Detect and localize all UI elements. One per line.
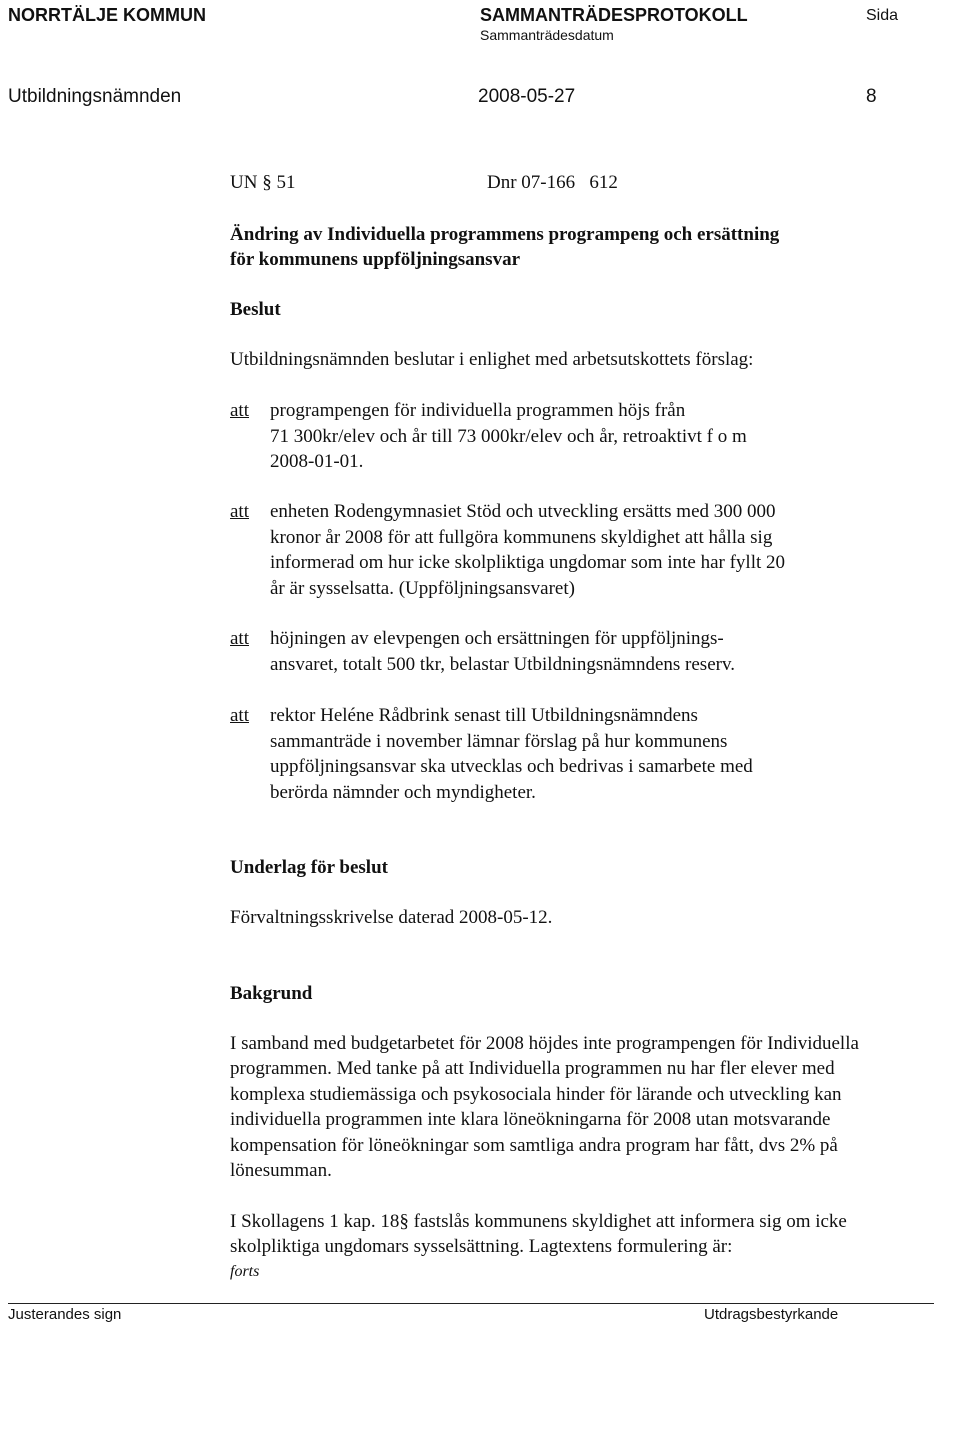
extract-certification-label: Utdragsbestyrkande	[704, 1306, 839, 1323]
meeting-date-label: Sammanträdesdatum	[480, 27, 614, 43]
text-line: höjningen av elevpengen och ersättningen för uppföljnings-	[270, 628, 724, 649]
att-keyword: att	[230, 628, 249, 649]
text-line: ansvaret, totalt 500 tkr, belastar Utbildningsnämndens reserv.	[270, 653, 735, 675]
case-dnr: Dnr 07-166 612	[487, 172, 618, 193]
text-line: uppföljningsansvar ska utvecklas och bedrivas i samarbete med	[270, 756, 753, 777]
background-p1-line: lönesumman.	[230, 1160, 332, 1181]
org-name: NORRTÄLJE KOMMUN	[8, 5, 206, 25]
text-line: kronor år 2008 för att fullgöra kommunens skyldighet att hålla sig	[270, 526, 773, 548]
decision-heading: Beslut	[230, 299, 281, 320]
signature-label: Justerandes sign	[8, 1306, 122, 1323]
meeting-date: 2008-05-27	[478, 86, 576, 107]
page-number: 8	[866, 86, 877, 107]
case-id: UN § 51	[230, 172, 296, 193]
background-p1-line: I samband med budgetarbetet för 2008 höjdes inte programpengen för Individuella	[230, 1033, 859, 1054]
decision-intro: Utbildningsnämnden beslutar i enlighet med arbetsutskottets förslag:	[230, 349, 754, 370]
decision-item-text	[270, 626, 735, 677]
case-title-line-2: för kommunens uppföljningsansvar	[230, 249, 521, 270]
committee-name: Utbildningsnämnden	[8, 86, 182, 107]
text-line: 2008-01-01.	[270, 451, 364, 472]
background-p1-line: kompensation för löneökningar som samtliga andra program har fått, dvs 2% på	[230, 1135, 838, 1156]
text-line: rektor Heléne Rådbrink senast till Utbildningsnämndens	[270, 705, 698, 726]
att-keyword: att	[230, 705, 249, 726]
background-heading: Bakgrund	[230, 983, 313, 1004]
background-p1-line: individuella programmen inte klara löneökningarna för 2008 utan motsvarande	[230, 1109, 831, 1130]
basis-heading: Underlag för beslut	[230, 857, 388, 878]
decision-item-text	[270, 398, 747, 475]
footer-divider	[8, 1303, 934, 1304]
decision-item-text	[270, 703, 753, 805]
basis-text: Förvaltningsskrivelse daterad 2008-05-12.	[230, 907, 553, 928]
att-keyword: att	[230, 501, 249, 522]
case-title-line-1: Ändring av Individuella programmens programpeng och ersättning	[230, 224, 780, 245]
text-line: enheten Rodengymnasiet Stöd och utveckling ersätts med 300 000	[270, 501, 776, 522]
text-line: år är sysselsatta. (Uppföljningsansvaret)	[270, 577, 575, 599]
background-p2-line: I Skollagens 1 kap. 18§ fastslås kommunens skyldighet att informera sig om icke	[230, 1211, 847, 1232]
page-label: Sida	[866, 7, 899, 24]
text-line: 71 300kr/elev och år till 73 000kr/elev och år, retroaktivt f o m	[270, 425, 747, 447]
text-line: sammanträde i november lämnar förslag på hur kommunens	[270, 730, 728, 752]
document-type: SAMMANTRÄDESPROTOKOLL	[480, 5, 748, 25]
background-p2-line: skolpliktiga ungdomars sysselsättning. Lagtextens formulering är:	[230, 1236, 733, 1257]
decision-item-text	[270, 499, 785, 601]
text-line: informerad om hur icke skolpliktiga ungdomar som inte har fyllt 20	[270, 552, 786, 573]
text-line: programpengen för individuella programmen höjs från	[270, 400, 686, 421]
att-keyword: att	[230, 400, 249, 421]
background-p1-line: programmen. Med tanke på att Individuella programmen nu har fler elever med	[230, 1058, 835, 1079]
text-line: berörda nämnder och myndigheter.	[270, 781, 536, 803]
background-p1-line: komplexa studiemässiga och psykosociala hinder för lärande och utveckling kan	[230, 1084, 842, 1105]
continued-marker: forts	[230, 1263, 260, 1280]
